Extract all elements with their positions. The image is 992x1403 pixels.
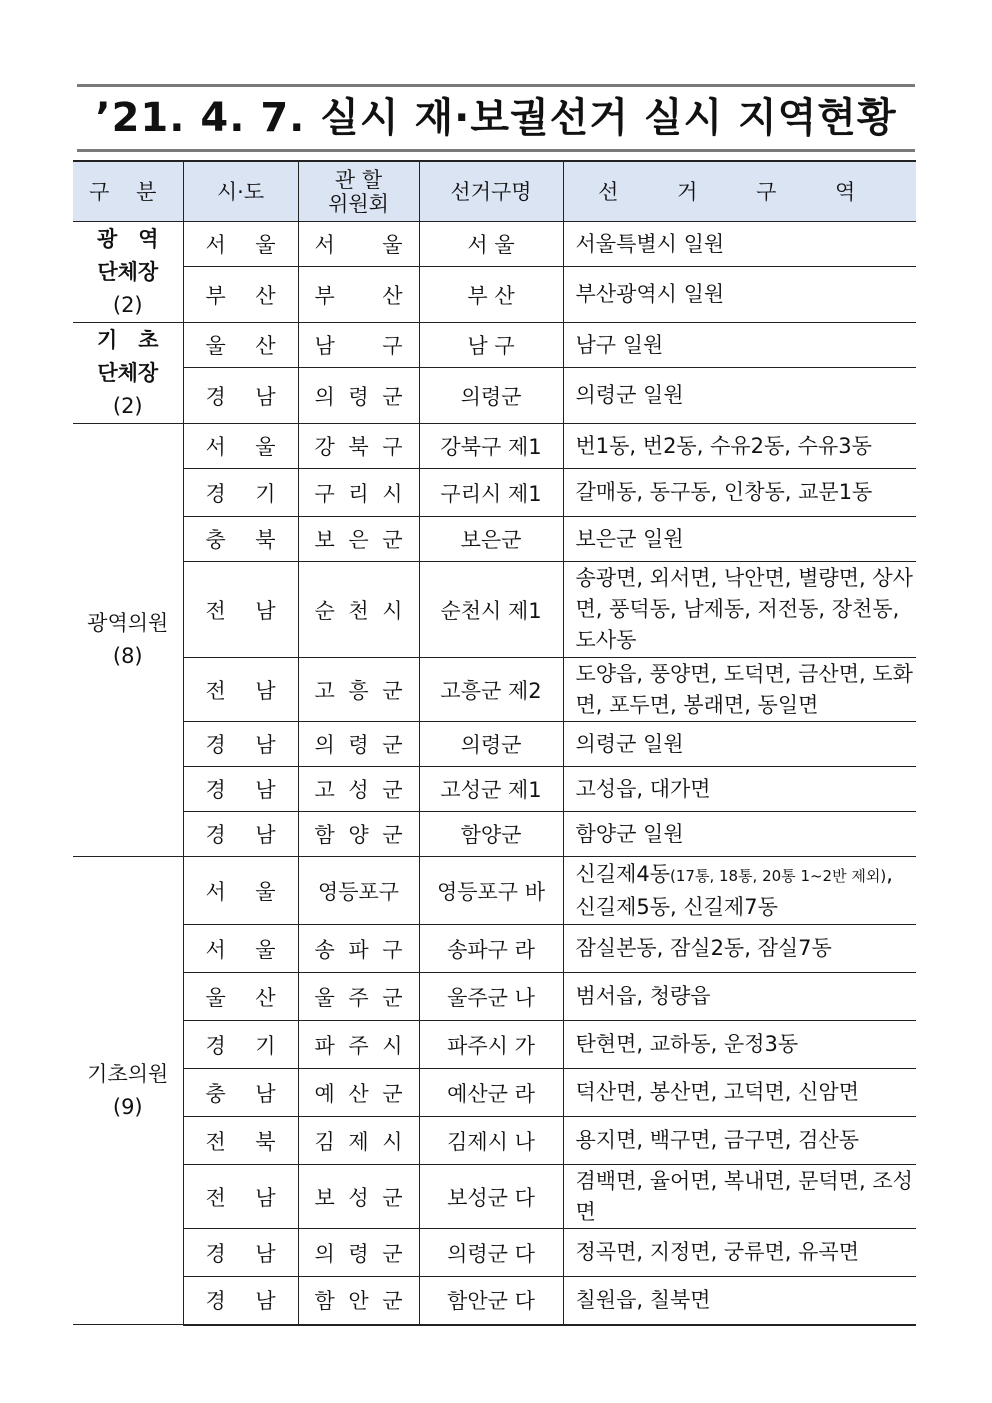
- header-category: 구 분: [73, 161, 183, 222]
- cell-committee: 예 산 군: [298, 1069, 419, 1117]
- cell-committee: 남 구: [298, 323, 419, 368]
- table-header-row: [73, 161, 916, 222]
- cell-sido: 부 산: [183, 267, 298, 323]
- cell-sido: 전 남: [183, 562, 298, 658]
- title-block: [77, 84, 915, 152]
- table-row: [73, 323, 916, 368]
- cell-committee: 고 성 군: [298, 767, 419, 812]
- cell-area: 겸백면, 율어면, 복내면, 문덕면, 조성면: [563, 1165, 916, 1229]
- cell-district-name: 송파구 라: [419, 925, 563, 973]
- table-row: [73, 1021, 916, 1069]
- cell-sido: 서 울: [183, 222, 298, 267]
- table-row: [73, 973, 916, 1021]
- table-row: [73, 767, 916, 812]
- cell-area: 신길제4동(17통, 18통, 20통 1~2반 제외), 신길제5동, 신길제7동: [563, 857, 916, 925]
- cell-district-name: 함양군: [419, 812, 563, 857]
- table-row: [73, 812, 916, 857]
- cell-sido: 경 남: [183, 767, 298, 812]
- cell-sido: 전 남: [183, 658, 298, 722]
- cell-committee: 김 제 시: [298, 1117, 419, 1165]
- cell-area: 의령군 일원: [563, 368, 916, 424]
- cell-area: 번1동, 번2동, 수유2동, 수유3동: [563, 424, 916, 469]
- cell-district-name: 고흥군 제2: [419, 658, 563, 722]
- cell-committee: 파 주 시: [298, 1021, 419, 1069]
- cell-area: 범서읍, 청량읍: [563, 973, 916, 1021]
- cell-area: 함양군 일원: [563, 812, 916, 857]
- table-row: [73, 658, 916, 722]
- cell-committee: 부 산: [298, 267, 419, 323]
- cell-committee: 보 은 군: [298, 517, 419, 562]
- cell-sido: 울 산: [183, 323, 298, 368]
- cell-sido: 경 남: [183, 1277, 298, 1325]
- cell-sido: 울 산: [183, 973, 298, 1021]
- table-row: [73, 1277, 916, 1325]
- cell-area: 남구 일원: [563, 323, 916, 368]
- cell-sido: 경 남: [183, 812, 298, 857]
- cell-sido: 전 북: [183, 1117, 298, 1165]
- cell-area: 도양읍, 풍양면, 도덕면, 금산면, 도화면, 포두면, 봉래면, 동일면: [563, 658, 916, 722]
- table-row: [73, 1229, 916, 1277]
- cell-district-name: 의령군: [419, 722, 563, 767]
- table-row: [73, 222, 916, 267]
- table-row: [73, 722, 916, 767]
- cell-area: 고성읍, 대가면: [563, 767, 916, 812]
- cell-committee: 의 령 군: [298, 722, 419, 767]
- cell-committee: 함 안 군: [298, 1277, 419, 1325]
- election-region-table: [73, 160, 916, 1326]
- cell-sido: 서 울: [183, 857, 298, 925]
- cell-district-name: 보성군 다: [419, 1165, 563, 1229]
- group-local-head: 기 초 단체장 (2): [73, 323, 183, 424]
- cell-area: 칠원읍, 칠북면: [563, 1277, 916, 1325]
- cell-sido: 전 남: [183, 1165, 298, 1229]
- cell-district-name: 강북구 제1: [419, 424, 563, 469]
- cell-area: 의령군 일원: [563, 722, 916, 767]
- cell-area: 송광면, 외서면, 낙안면, 별량면, 상사면, 풍덕동, 남제동, 저전동, 장천동, 도사동: [563, 562, 916, 658]
- area-note: (17통, 18통, 20통 1~2반 제외): [670, 866, 887, 885]
- cell-committee: 의 령 군: [298, 368, 419, 424]
- table-row: [73, 925, 916, 973]
- table-row: [73, 517, 916, 562]
- cell-area: 용지면, 백구면, 금구면, 검산동: [563, 1117, 916, 1165]
- table-row: [73, 1117, 916, 1165]
- cell-sido: 서 울: [183, 424, 298, 469]
- table-row: [73, 469, 916, 517]
- cell-sido: 경 기: [183, 469, 298, 517]
- cell-sido: 충 북: [183, 517, 298, 562]
- cell-area: 정곡면, 지정면, 궁류면, 유곡면: [563, 1229, 916, 1277]
- cell-sido: 경 기: [183, 1021, 298, 1069]
- cell-district-name: 예산군 라: [419, 1069, 563, 1117]
- cell-district-name: 구리시 제1: [419, 469, 563, 517]
- table-row: [73, 857, 916, 925]
- cell-sido: 경 남: [183, 368, 298, 424]
- cell-sido: 경 남: [183, 722, 298, 767]
- header-area: 선 거 구 역: [563, 161, 916, 222]
- table-row: [73, 1165, 916, 1229]
- cell-district-name: 보은군: [419, 517, 563, 562]
- cell-district-name: 김제시 나: [419, 1117, 563, 1165]
- group-metro-head: 광 역 단체장 (2): [73, 222, 183, 323]
- title-bottom-rule: [77, 149, 915, 152]
- group-metro-council: 광역의원 (8): [73, 424, 183, 857]
- cell-district-name: 함안군 다: [419, 1277, 563, 1325]
- cell-sido: 경 남: [183, 1229, 298, 1277]
- cell-area: 부산광역시 일원: [563, 267, 916, 323]
- cell-district-name: 파주시 가: [419, 1021, 563, 1069]
- cell-committee: 강 북 구: [298, 424, 419, 469]
- cell-committee: 보 성 군: [298, 1165, 419, 1229]
- cell-committee: 구 리 시: [298, 469, 419, 517]
- table-row: [73, 368, 916, 424]
- cell-district-name: 고성군 제1: [419, 767, 563, 812]
- cell-district-name: 의령군 다: [419, 1229, 563, 1277]
- cell-committee: 고 흥 군: [298, 658, 419, 722]
- cell-district-name: 울주군 나: [419, 973, 563, 1021]
- cell-committee: 송 파 구: [298, 925, 419, 973]
- cell-committee: 순 천 시: [298, 562, 419, 658]
- cell-area: 갈매동, 동구동, 인창동, 교문1동: [563, 469, 916, 517]
- cell-area: 서울특별시 일원: [563, 222, 916, 267]
- cell-committee: 서 울: [298, 222, 419, 267]
- table-row: [73, 267, 916, 323]
- cell-committee: 울 주 군: [298, 973, 419, 1021]
- table-row: [73, 1069, 916, 1117]
- cell-area: 보은군 일원: [563, 517, 916, 562]
- cell-district-name: 순천시 제1: [419, 562, 563, 658]
- header-district-name: 선거구명: [419, 161, 563, 222]
- header-committee: 관 할 위원회: [298, 161, 419, 222]
- table-row: [73, 562, 916, 658]
- cell-committee: 함 양 군: [298, 812, 419, 857]
- cell-district-name: 서 울: [419, 222, 563, 267]
- page-title: ’21. 4. 7. 실시 재·보궐선거 실시 지역현황: [95, 95, 897, 141]
- cell-sido: 서 울: [183, 925, 298, 973]
- cell-district-name: 남 구: [419, 323, 563, 368]
- cell-area: 탄현면, 교하동, 운정3동: [563, 1021, 916, 1069]
- cell-committee: 의 령 군: [298, 1229, 419, 1277]
- cell-committee: 영등포구: [298, 857, 419, 925]
- group-local-council: 기초의원 (9): [73, 857, 183, 1325]
- cell-district-name: 부 산: [419, 267, 563, 323]
- cell-area: 잠실본동, 잠실2동, 잠실7동: [563, 925, 916, 973]
- cell-district-name: 영등포구 바: [419, 857, 563, 925]
- header-sido: 시·도: [183, 161, 298, 222]
- table-row: [73, 424, 916, 469]
- cell-area: 덕산면, 봉산면, 고덕면, 신암면: [563, 1069, 916, 1117]
- cell-sido: 충 남: [183, 1069, 298, 1117]
- cell-district-name: 의령군: [419, 368, 563, 424]
